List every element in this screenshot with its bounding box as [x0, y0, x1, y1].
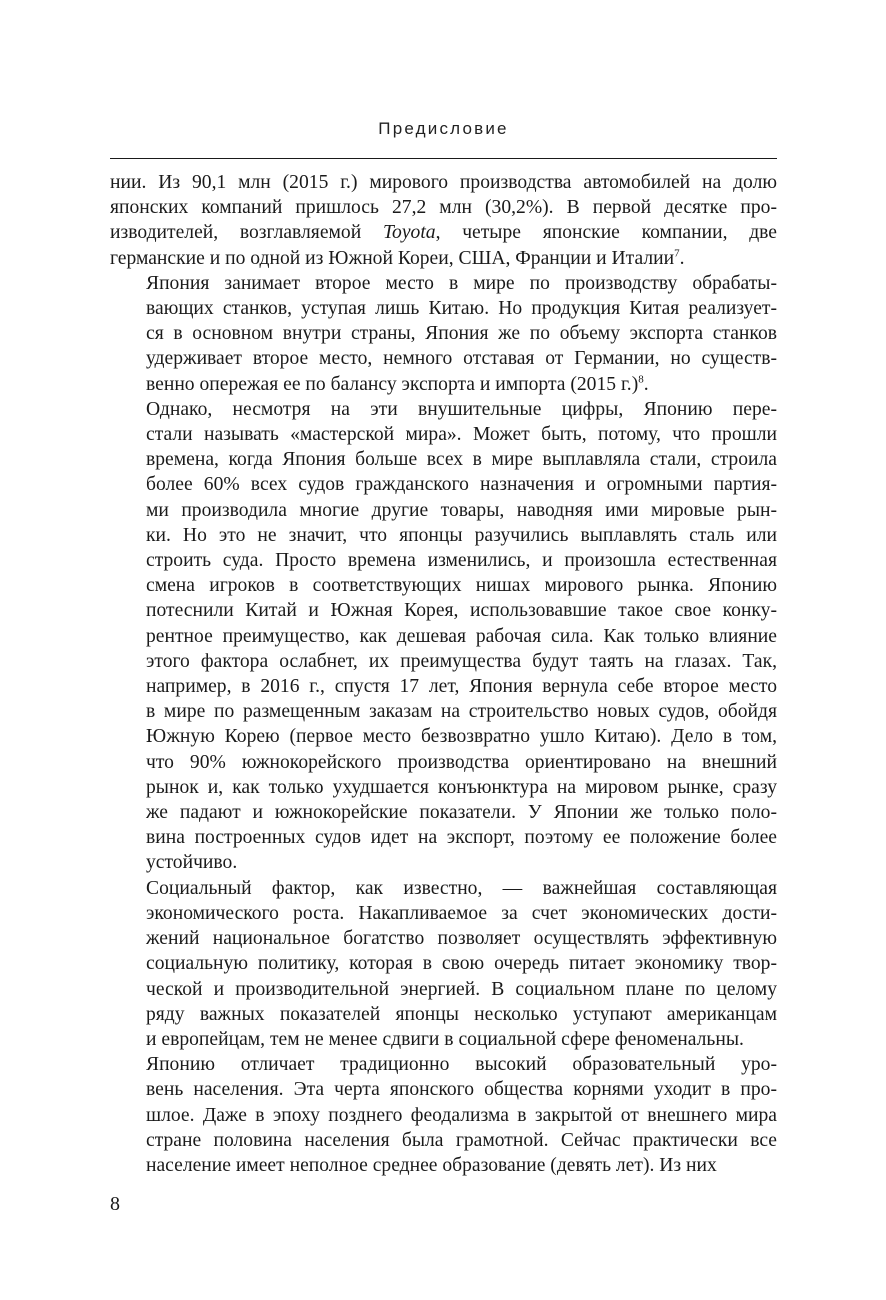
text-line: удерживает второе место, немного отставая от Германии, но существ-	[146, 348, 777, 370]
text-line: ряду важных показателей японцы несколько уступают американцам	[146, 1003, 777, 1025]
footnote-marker[interactable]: 7	[674, 247, 680, 260]
text-line: ся в основном внутри страны, Япония же по объему экспорта станков	[146, 323, 777, 345]
text-line: например, в 2016 г., спустя 17 лет, Япония вернула себе второе место	[146, 676, 777, 698]
header-rule	[110, 158, 777, 159]
body-text	[110, 170, 777, 1178]
text-line: стали называть «мастерской мира». Может быть, потому, что прошли	[146, 424, 777, 446]
running-head: Предисловие	[378, 119, 509, 138]
text-line: венно опережая ее по балансу экспорта и импорта (2015 г.)$^8$.	[146, 373, 649, 395]
text-line: что 90% южнокорейского производства ориентировано на внешний	[146, 751, 777, 773]
text-line: население имеет неполное среднее образование (девять лет). Из них	[146, 1154, 717, 1176]
text-line: ческой и производительной энергией. В социальном плане по целому	[146, 978, 777, 1000]
text-line: рентное преимущество, как дешевая рабочая сила. Как только влияние	[146, 625, 777, 647]
text-line: социальную политику, которая в свою очередь питает экономику твор-	[146, 953, 777, 975]
text-line: шлое. Даже в эпоху позднего феодализма в закрытой от внешнего мира	[146, 1104, 777, 1126]
text-line: ки. Но это не значит, что японцы разучились выплавлять сталь или	[146, 524, 777, 546]
text-line: вина построенных судов идет на экспорт, поэтому ее положение более	[146, 827, 777, 849]
text-line: ми производила многие другие товары, наводняя ими мировые рын-	[146, 499, 777, 521]
text-line: японских компаний пришлось 27,2 млн (30,2%). В первой десятке про-	[110, 197, 777, 219]
text-line: времена, когда Япония больше всех в мире выплавляла стали, строила	[146, 449, 777, 471]
text-line: в мире по размещенным заказам на строительство новых судов, обойдя	[146, 701, 777, 723]
text-line: германские и по одной из Южной Кореи, США, Франции и Италии$^7$.	[110, 247, 685, 269]
page-number: 8	[110, 1193, 120, 1215]
text-line: стране половина населения была грамотной. Сейчас практически все	[146, 1129, 777, 1151]
text-line: смена игроков в соответствующих нишах мирового рынка. Японию	[146, 575, 777, 597]
text-line: рынок и, как только ухудшается конъюнктура на мировом рынке, сразу	[146, 776, 777, 798]
text-line: Социальный фактор, как известно, — важнейшая составляющая	[146, 877, 777, 899]
text-line: потеснили Китай и Южная Корея, использовавшие такое свое конку-	[146, 600, 777, 622]
paragraph	[110, 397, 777, 876]
text-line: же падают и южнокорейские показатели. У Японии же только поло-	[146, 802, 777, 824]
text-line: Однако, несмотря на эти внушительные цифры, Японию пере-	[146, 398, 777, 420]
text-line: более 60% всех судов гражданского назначения и огромными партия-	[146, 474, 777, 496]
text-line: вающих станков, уступая лишь Китаю. Но продукция Китая реализует-	[146, 298, 777, 320]
text-line: экономического роста. Накапливаемое за счет экономических дости-	[146, 902, 777, 924]
text-line: Японию отличает традиционно высокий образовательный уро-	[146, 1054, 777, 1076]
text-line: и европейцам, тем не менее сдвиги в социальной сфере феноменальны.	[146, 1028, 744, 1050]
paragraph	[110, 1052, 777, 1178]
paragraph	[110, 170, 777, 271]
text-line: жений национальное богатство позволяет осуществлять эффективную	[146, 928, 777, 950]
italic-term: Toyota	[382, 222, 436, 244]
text-line: Южную Корею (первое место безвозвратно ушло Китаю). Дело в том,	[146, 726, 777, 748]
text-line: вень населения. Эта черта японского общества корнями уходит в про-	[146, 1079, 777, 1101]
text-line: этого фактора ослабнет, их преимущества будут таять на глазах. Так,	[146, 650, 777, 672]
text-line: строить суда. Просто времена изменились, и произошла естественная	[146, 550, 777, 572]
text-line: нии. Из 90,1 млн (2015 г.) мирового производства автомобилей на долю	[110, 172, 777, 193]
paragraph	[110, 271, 777, 397]
footnote-marker[interactable]: 8	[638, 373, 644, 386]
text-line: Япония занимает второе место в мире по производству обрабаты-	[146, 272, 777, 294]
paragraph	[110, 876, 777, 1052]
text-line: устойчиво.	[146, 852, 238, 874]
text-line: изводителей, возглавляемой Toyota, четыре японские компании, две	[110, 222, 778, 244]
